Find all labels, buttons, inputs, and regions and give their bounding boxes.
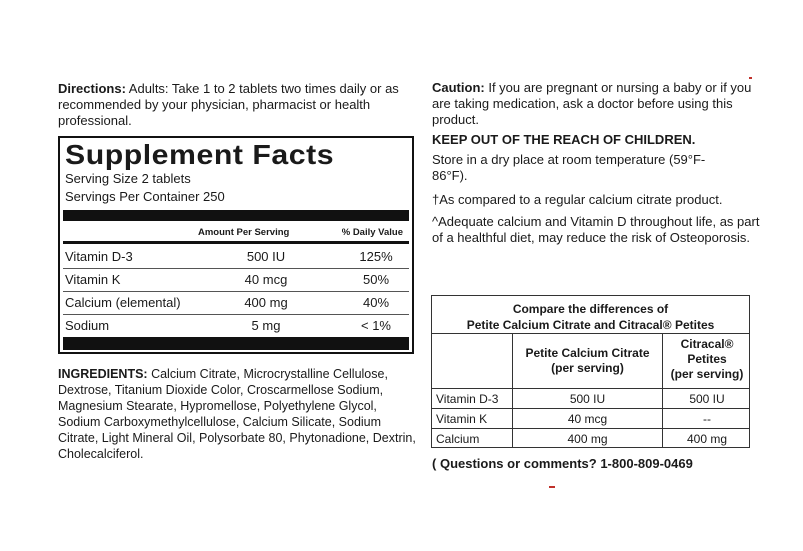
facts-header-row xyxy=(63,224,409,244)
caution-text xyxy=(432,80,762,128)
divider-bar xyxy=(63,337,409,350)
row-label: Calcium xyxy=(436,432,480,446)
amount-header: Amount Per Serving xyxy=(198,227,290,238)
citracal-value: 400 mg xyxy=(686,432,728,446)
comparison-title-line2: Petite Calcium Citrate and Citracal® Petites xyxy=(466,318,715,332)
nutrient-name: Vitamin K xyxy=(65,272,121,287)
nutrient-name: Calcium (elemental) xyxy=(65,295,181,310)
supplement-facts-title: Supplement Facts xyxy=(65,139,335,170)
table-rule xyxy=(432,408,749,409)
nutrient-dv: 125% xyxy=(359,249,393,264)
directions-body: Adults: Take 1 to 2 tablets two times daily or as recommended by your physician, pharmacist or health professional. xyxy=(58,81,399,128)
nutrient-dv: 50% xyxy=(362,272,390,287)
ingredients-text xyxy=(58,366,418,462)
table-rule xyxy=(432,388,749,389)
serving-size: Serving Size 2 tablets xyxy=(65,171,191,186)
directions-label: Directions: xyxy=(58,81,126,96)
col-header-line: Citracal® xyxy=(680,337,734,351)
nutrient-dv: 40% xyxy=(362,295,390,310)
citracal-value: -- xyxy=(703,412,711,426)
nutrient-amount: 500 IU xyxy=(246,249,286,264)
citracal-value: 500 IU xyxy=(689,392,725,406)
col-header-line: Petite Calcium Citrate xyxy=(525,346,650,360)
keep-out-warning: KEEP OUT OF THE REACH OF CHILDREN. xyxy=(432,132,696,147)
phone-icon: ( xyxy=(432,456,437,471)
divider-bar xyxy=(63,210,409,221)
accent-mark xyxy=(749,77,752,79)
questions-line xyxy=(432,456,693,472)
facts-row xyxy=(63,292,409,315)
petite-value: 40 mcg xyxy=(567,412,608,426)
ingredients-label: INGREDIENTS: xyxy=(58,367,148,381)
col-header-petite xyxy=(513,346,662,376)
comparison-title xyxy=(432,301,749,333)
nutrient-amount: 40 mcg xyxy=(244,272,288,287)
table-rule xyxy=(432,428,749,429)
petite-value: 500 IU xyxy=(569,392,606,406)
nutrient-amount: 400 mg xyxy=(244,295,288,310)
table-rule xyxy=(432,333,749,334)
row-label: Vitamin D-3 xyxy=(436,392,499,406)
comparison-table xyxy=(431,295,750,448)
col-header-line: (per serving) xyxy=(551,361,624,375)
accent-mark xyxy=(549,486,555,488)
ingredients-body: Calcium Citrate, Microcrystalline Cellulose, Dextrose, Titanium Dioxide Color, Croscarmellose Sodium, Magnesium Stearate, Hypromellose, Polyethylene Glycol, Sodium Carboxymethylcellulose, Calcium Silicate, Sodium Citrate, Light Mineral Oil, Polysorbate 80, Phytonadione, Dextrin, Cholecalciferol. xyxy=(58,367,416,461)
facts-row xyxy=(63,269,409,292)
osteoporosis-claim: ^Adequate calcium and Vitamin D throughout life, as part of a healthful diet, may reduce the risk of Osteoporosis. xyxy=(432,214,760,245)
petite-value: 400 mg xyxy=(567,432,608,446)
caution-body: If you are pregnant or nursing a baby or if you are taking medication, ask a doctor before using this product. xyxy=(432,80,752,127)
nutrient-amount: 5 mg xyxy=(251,318,281,333)
col-header-line: Petites xyxy=(687,352,727,366)
servings-per-container: Servings Per Container 250 xyxy=(65,189,225,204)
nutrient-name: Sodium xyxy=(65,318,110,333)
col-header-line: (per serving) xyxy=(670,367,744,381)
questions-text: Questions or comments? 1-800-809-0469 xyxy=(439,456,693,471)
storage-instructions: Store in a dry place at room temperature (59°F-86°F). xyxy=(432,152,706,183)
caution-label: Caution: xyxy=(432,80,485,95)
nutrient-dv: < 1% xyxy=(361,318,391,333)
comparison-title-line1: Compare the differences of xyxy=(512,302,669,316)
nutrient-name: Vitamin D-3 xyxy=(65,249,133,264)
directions-text xyxy=(58,81,408,129)
compared-footnote: †As compared to a regular calcium citrate product. xyxy=(432,192,723,207)
supplement-facts-panel xyxy=(58,136,414,354)
col-header-citracal xyxy=(663,337,751,382)
daily-value-header: % Daily Value xyxy=(341,227,403,238)
facts-row xyxy=(63,246,409,269)
facts-row xyxy=(63,315,409,338)
row-label: Vitamin K xyxy=(436,412,488,426)
